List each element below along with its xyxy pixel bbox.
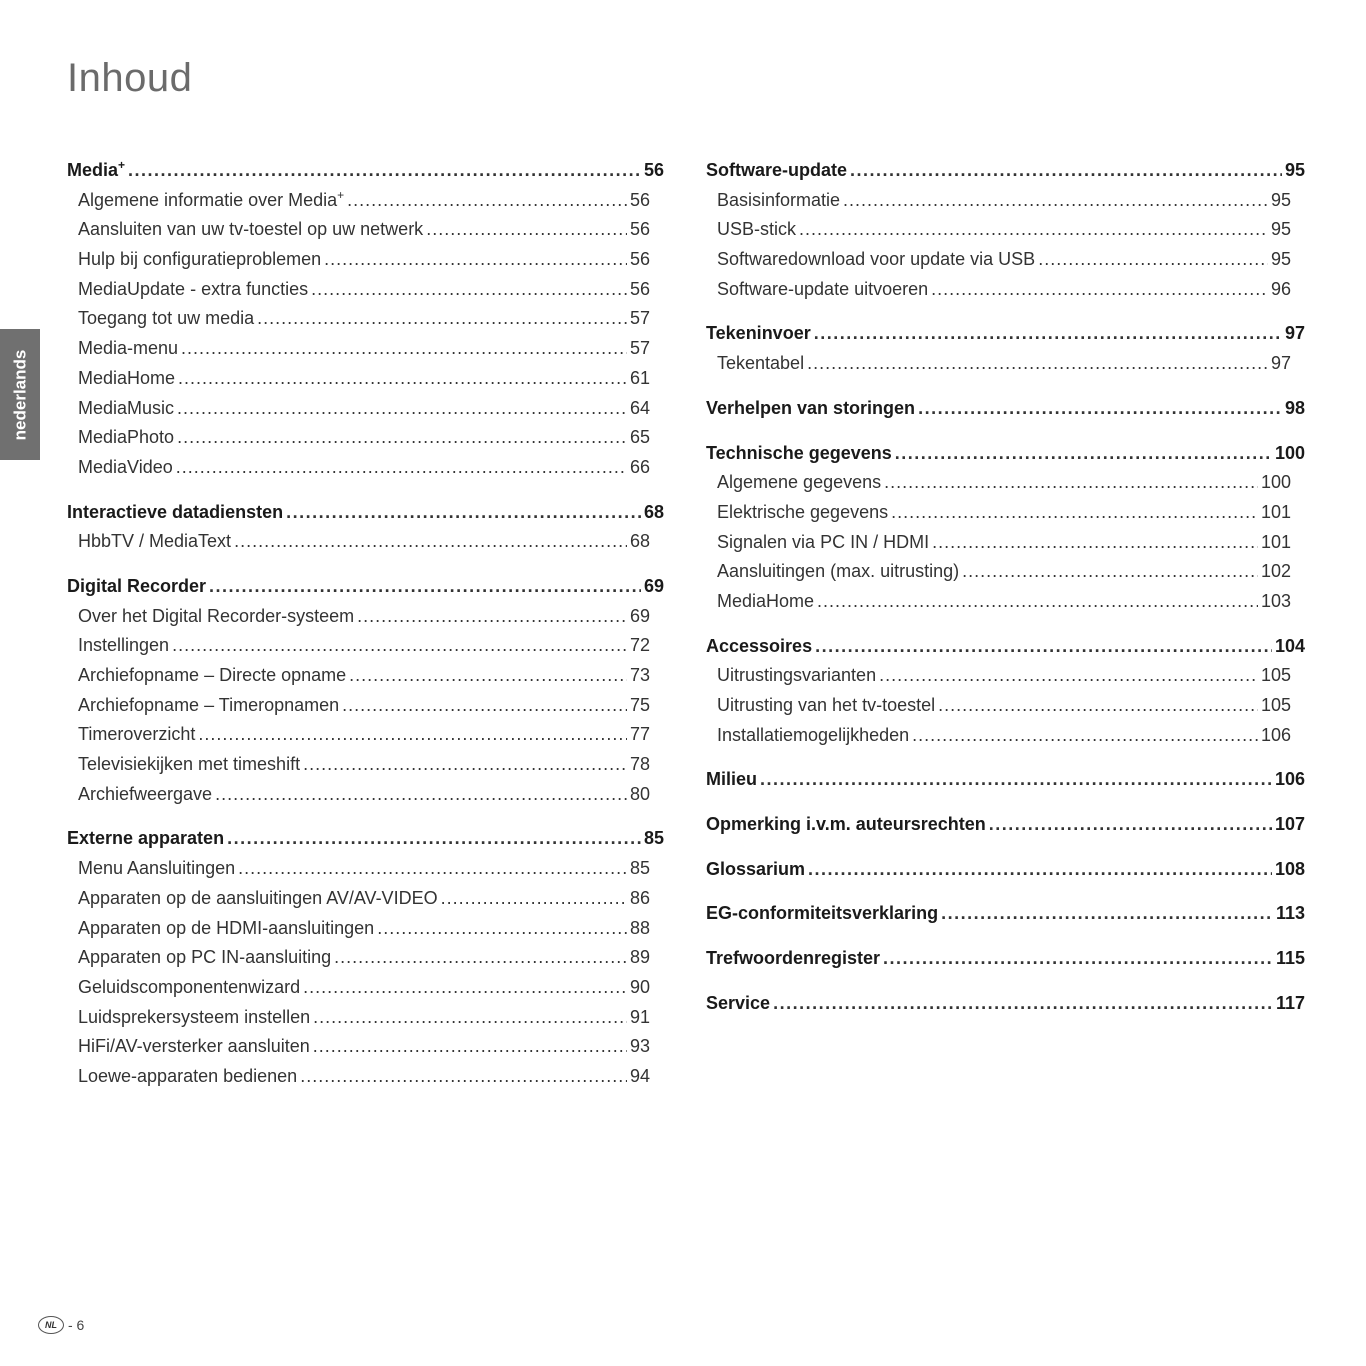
toc-entry-text: MediaHome: [717, 590, 815, 611]
toc-entry-page-number: 56: [629, 278, 650, 299]
toc-heading[interactable]: [706, 944, 1305, 974]
toc-heading-page-number: 69: [643, 575, 664, 596]
toc-heading-page-number: 113: [1275, 903, 1305, 924]
dot-leader: [238, 854, 627, 884]
toc-entry-page-number: 95: [1270, 189, 1291, 210]
toc-entry-text: Televisiekijken met timeshift: [78, 754, 301, 775]
toc-entry-text: MediaVideo: [78, 456, 173, 477]
dot-leader: [215, 780, 627, 810]
page-number: - 6: [68, 1317, 85, 1333]
toc-entry[interactable]: [67, 973, 664, 1003]
toc-entry[interactable]: [706, 691, 1305, 721]
toc-section: [706, 319, 1305, 378]
toc-entry[interactable]: [67, 1003, 664, 1033]
toc-heading-page-number: 107: [1274, 814, 1305, 835]
toc-heading-text: Media: [67, 160, 119, 180]
toc-entry-page-number: 64: [629, 397, 650, 418]
toc-entry-page-number: 106: [1260, 724, 1291, 745]
toc-entry-text: Geluidscomponentenwizard: [78, 976, 301, 997]
toc-entry-text: Menu Aansluitingen: [78, 858, 236, 879]
toc-section: [706, 156, 1305, 304]
toc-entry[interactable]: [67, 1032, 664, 1062]
toc-entry-page-number: 69: [629, 605, 650, 626]
toc-section: [706, 765, 1305, 795]
toc-heading-label: [67, 824, 224, 854]
toc-entry-label: [78, 423, 174, 453]
toc-heading[interactable]: [67, 572, 664, 602]
toc-entry-text: Uitrusting van het tv-toestel: [717, 695, 936, 715]
toc-heading-page-number: 115: [1275, 948, 1305, 969]
toc-left-column: [67, 156, 664, 1107]
dot-leader: [286, 498, 641, 528]
toc-entry-text: Algemene informatie over Media: [78, 189, 338, 210]
toc-entry-label: [717, 721, 909, 751]
toc-entry-label: [717, 557, 959, 587]
dot-leader: [883, 944, 1273, 974]
dot-leader: [342, 691, 627, 721]
toc-section: [706, 439, 1305, 617]
toc-entry[interactable]: [67, 304, 664, 334]
toc-entry-label: [78, 453, 173, 483]
toc-entry-label: [78, 215, 423, 245]
toc-heading-page-number: 106: [1274, 769, 1305, 790]
toc-entry-label: [78, 1062, 297, 1092]
toc-entry-text: Basisinformatie: [717, 189, 841, 210]
dot-leader: [313, 1032, 627, 1062]
dot-leader: [300, 1062, 627, 1092]
dot-leader: [814, 319, 1282, 349]
toc-entry-label: [717, 349, 804, 379]
toc-section: [706, 810, 1305, 840]
toc-entry[interactable]: [706, 275, 1305, 305]
toc-heading-text: Service: [706, 992, 771, 1013]
toc-entry[interactable]: [67, 527, 664, 557]
toc-section: [67, 572, 664, 810]
toc-entry-text: MediaPhoto: [78, 427, 175, 448]
toc-entry-label: [78, 661, 346, 691]
dot-leader: [931, 275, 1268, 305]
toc-entry[interactable]: [706, 349, 1305, 379]
toc-entry-label: [78, 691, 339, 721]
toc-entry-text: Apparaten op de aansluitingen AV/AV-VIDEO: [78, 887, 438, 908]
toc-entry-label: [78, 750, 300, 780]
toc-entry-page-number: 75: [629, 694, 650, 715]
dot-leader: [176, 453, 627, 483]
toc-entry-page-number: 91: [629, 1006, 650, 1027]
dot-leader: [891, 498, 1258, 528]
toc-entry-text: Loewe-apparaten bedienen: [78, 1065, 298, 1086]
dot-leader: [349, 661, 627, 691]
toc-entry-page-number: 90: [629, 976, 650, 997]
toc-entry[interactable]: [67, 884, 664, 914]
dot-leader: [895, 439, 1272, 469]
toc-heading-text: Opmerking i.v.m. auteursrechten: [706, 814, 986, 835]
toc-heading-page-number: 97: [1284, 323, 1305, 344]
dot-leader: [918, 394, 1282, 424]
toc-entry[interactable]: [706, 468, 1305, 498]
toc-entry-text: Instellingen: [78, 635, 170, 656]
toc-section: [706, 899, 1305, 929]
toc-heading-label: [706, 394, 915, 424]
toc-heading[interactable]: [706, 810, 1305, 840]
dot-leader: [989, 810, 1272, 840]
dot-leader: [938, 691, 1258, 721]
toc-entry-label: [717, 215, 796, 245]
toc-entry-label: [78, 943, 331, 973]
toc-heading-text: Tekeninvoer: [706, 323, 811, 344]
toc-entry-label: [78, 631, 169, 661]
dot-leader: [209, 572, 641, 602]
toc-entry-text: USB-stick: [717, 219, 797, 240]
toc-heading[interactable]: [706, 319, 1305, 349]
language-side-tab: [0, 329, 40, 460]
toc-entry[interactable]: [706, 587, 1305, 617]
toc-entry-page-number: 56: [629, 189, 650, 210]
toc-heading[interactable]: [67, 498, 664, 528]
toc-section: [67, 156, 664, 483]
toc-entry-label: [78, 1003, 310, 1033]
dot-leader: [1038, 245, 1268, 275]
toc-entry-text: Algemene gegevens: [717, 472, 882, 493]
toc-entry-text: Apparaten op PC IN-aansluiting: [78, 947, 332, 968]
toc-entry-page-number: 105: [1260, 695, 1291, 715]
toc-entry-text: Tekentabel: [717, 353, 805, 374]
toc-entry-page-number: 72: [629, 635, 650, 656]
dot-leader: [808, 855, 1272, 885]
toc-entry[interactable]: [706, 498, 1305, 528]
toc-entry-label: [717, 661, 876, 691]
toc-section: [706, 632, 1305, 751]
toc-entry-label: [78, 334, 178, 364]
toc-entry-page-number: 95: [1270, 219, 1291, 240]
toc-entry-text: Hulp bij configuratieproblemen: [78, 249, 322, 270]
toc-entry-page-number: 94: [629, 1065, 650, 1086]
toc-entry-text: Luidsprekersysteem instellen: [78, 1006, 311, 1027]
toc-heading-label: [706, 989, 770, 1019]
dot-leader: [303, 750, 627, 780]
dot-leader: [257, 304, 627, 334]
page-footer: [38, 1316, 84, 1334]
toc-heading-text: Interactieve datadiensten: [67, 501, 284, 522]
toc-section: [706, 944, 1305, 974]
toc-entry-text: MediaMusic: [78, 397, 175, 418]
toc-heading[interactable]: [706, 899, 1305, 929]
toc-entry-page-number: 95: [1270, 249, 1291, 270]
dot-leader: [884, 468, 1258, 498]
dot-leader: [843, 186, 1268, 216]
toc-heading[interactable]: [67, 156, 664, 186]
dot-leader: [334, 943, 627, 973]
toc-entry-page-number: 96: [1270, 278, 1291, 299]
toc-right-column: [706, 156, 1305, 1034]
toc-entry-page-number: 61: [629, 367, 650, 388]
toc-heading-label: [706, 156, 847, 186]
toc-entry[interactable]: [706, 528, 1305, 558]
toc-entry-label: [78, 854, 235, 884]
toc-entry-label: [717, 587, 814, 617]
toc-entry[interactable]: [67, 275, 664, 305]
toc-entry-page-number: 80: [629, 783, 650, 804]
toc-entry[interactable]: [706, 661, 1305, 691]
toc-entry-label: [717, 498, 888, 528]
toc-entry-page-number: 85: [629, 858, 650, 879]
nl-language-logo: NL: [38, 1316, 64, 1334]
toc-entry[interactable]: [706, 186, 1305, 216]
toc-heading-label: [706, 765, 757, 795]
toc-entry[interactable]: [67, 245, 664, 275]
dot-leader: [962, 557, 1258, 587]
dot-leader: [227, 824, 641, 854]
toc-heading[interactable]: [706, 156, 1305, 186]
toc-entry[interactable]: [67, 661, 664, 691]
toc-section: [67, 498, 664, 557]
toc-heading-text: Verhelpen van storingen: [706, 397, 916, 418]
toc-entry-page-number: 101: [1260, 531, 1291, 552]
toc-entry-label: [78, 245, 321, 275]
toc-entry-text: Archiefopname – Timeropnamen: [78, 694, 340, 715]
toc-entry-text: Uitrustingsvarianten: [717, 665, 877, 686]
toc-heading-text: Accessoires: [706, 635, 813, 656]
dot-leader: [177, 423, 627, 453]
toc-heading-page-number: 98: [1284, 397, 1305, 418]
toc-heading[interactable]: [706, 439, 1305, 469]
toc-entry-text: Elektrische gegevens: [717, 501, 889, 522]
toc-entry-label: [717, 691, 935, 721]
toc-entry-page-number: 86: [629, 887, 650, 908]
dot-leader: [234, 527, 627, 557]
toc-entry[interactable]: [67, 854, 664, 884]
toc-heading-text: Software-update: [706, 160, 848, 180]
language-tab-label: nederlands: [10, 349, 30, 440]
toc-entry-label: [78, 186, 344, 216]
dot-leader: [815, 632, 1272, 662]
toc-section: [706, 394, 1305, 424]
toc-entry-label: [717, 275, 928, 305]
toc-entry-page-number: 57: [629, 308, 650, 329]
toc-heading-label: [706, 319, 811, 349]
dot-leader: [799, 215, 1268, 245]
toc-entry-label: [78, 527, 231, 557]
toc-entry-label: [78, 1032, 310, 1062]
dot-leader: [313, 1003, 627, 1033]
toc-entry-label: [78, 275, 308, 305]
toc-entry[interactable]: [67, 780, 664, 810]
toc-entry[interactable]: [67, 943, 664, 973]
toc-entry-page-number: 93: [629, 1036, 650, 1057]
toc-entry[interactable]: [67, 334, 664, 364]
toc-section: [67, 824, 664, 1091]
toc-entry-label: [78, 914, 374, 944]
toc-entry[interactable]: [67, 1062, 664, 1092]
toc-entry-label: [78, 973, 300, 1003]
toc-entry-page-number: 77: [629, 724, 650, 745]
dot-leader: [817, 587, 1258, 617]
toc-entry-label: [78, 780, 212, 810]
toc-entry-text: Timeroverzicht: [78, 724, 196, 745]
toc-entry-label: [78, 602, 354, 632]
toc-heading-text: Milieu: [706, 769, 758, 790]
page-title: Inhoud: [67, 56, 193, 100]
toc-entry[interactable]: [67, 720, 664, 750]
toc-entry-page-number: 73: [629, 665, 650, 685]
toc-entry-text: Installatiemogelijkheden: [717, 724, 910, 745]
dot-leader: [941, 899, 1273, 929]
toc-entry-page-number: 89: [629, 947, 650, 968]
toc-heading-page-number: 85: [643, 828, 664, 849]
dot-leader: [879, 661, 1258, 691]
toc-heading-label: [67, 572, 206, 602]
dot-leader: [773, 989, 1273, 1019]
dot-leader: [181, 334, 627, 364]
toc-entry-page-number: 102: [1260, 561, 1291, 582]
toc-entry-page-number: 88: [629, 917, 650, 938]
dot-leader: [357, 602, 627, 632]
dot-leader: [128, 156, 641, 186]
toc-entry-page-number: 105: [1260, 665, 1291, 686]
toc-entry-text: Over het Digital Recorder-systeem: [78, 605, 355, 626]
toc-entry-label: [717, 468, 881, 498]
toc-entry-page-number: 101: [1260, 501, 1291, 522]
toc-heading-label: [706, 899, 938, 929]
toc-entry-text: Archiefweergave: [78, 783, 213, 804]
toc-entry[interactable]: [67, 364, 664, 394]
toc-heading-label: [706, 855, 805, 885]
toc-entry-page-number: 78: [629, 754, 650, 775]
toc-entry-text: Signalen via PC IN / HDMI: [717, 531, 930, 552]
dot-leader: [426, 215, 627, 245]
dot-leader: [311, 275, 627, 305]
toc-entry-text: HbbTV / MediaText: [78, 531, 232, 552]
toc-entry[interactable]: [67, 186, 664, 216]
toc-entry[interactable]: [67, 914, 664, 944]
toc-heading-text: Trefwoordenregister: [706, 948, 881, 969]
toc-heading[interactable]: [67, 824, 664, 854]
toc-entry-text: MediaUpdate - extra functies: [78, 278, 309, 299]
toc-heading-page-number: 108: [1274, 858, 1305, 879]
dot-leader: [912, 721, 1258, 751]
superscript-plus: +: [118, 158, 126, 172]
toc-heading-page-number: 104: [1274, 635, 1305, 656]
toc-heading-page-number: 117: [1275, 992, 1305, 1013]
toc-entry[interactable]: [67, 394, 664, 424]
toc-heading-text: Technische gegevens: [706, 442, 892, 463]
toc-heading[interactable]: [706, 989, 1305, 1019]
toc-entry-page-number: 68: [629, 531, 650, 552]
toc-entry-text: Apparaten op de HDMI-aansluitingen: [78, 917, 375, 938]
toc-entry-page-number: 56: [629, 219, 650, 240]
toc-entry-text: Archiefopname – Directe opname: [78, 665, 347, 685]
dot-leader: [807, 349, 1268, 379]
toc-heading-label: [706, 632, 812, 662]
dot-leader: [324, 245, 627, 275]
dot-leader: [177, 394, 627, 424]
dot-leader: [932, 528, 1258, 558]
toc-heading[interactable]: [706, 394, 1305, 424]
toc-heading-label: [67, 156, 125, 186]
toc-heading-text: EG-conformiteitsverklaring: [706, 903, 939, 924]
toc-entry[interactable]: [706, 721, 1305, 751]
toc-heading-text: Glossarium: [706, 858, 806, 879]
toc-entry-text: MediaHome: [78, 367, 176, 388]
toc-heading-page-number: 56: [643, 160, 664, 180]
toc-entry[interactable]: [67, 691, 664, 721]
toc-section: [706, 989, 1305, 1019]
dot-leader: [347, 186, 627, 216]
toc-entry-page-number: 103: [1260, 590, 1291, 611]
toc-entry-text: HiFi/AV-versterker aansluiten: [78, 1036, 310, 1057]
toc-heading[interactable]: [706, 765, 1305, 795]
toc-heading-page-number: 100: [1274, 442, 1305, 463]
toc-entry-text: Media-menu: [78, 338, 179, 359]
toc-entry-label: [78, 304, 254, 334]
toc-entry-text: Software-update uitvoeren: [717, 278, 929, 299]
toc-heading-label: [67, 498, 283, 528]
dot-leader: [172, 631, 627, 661]
toc-entry-label: [717, 528, 929, 558]
toc-heading-text: Digital Recorder: [67, 575, 207, 596]
toc-entry-page-number: 65: [629, 427, 650, 448]
dot-leader: [760, 765, 1272, 795]
toc-heading-label: [706, 944, 880, 974]
toc-entry-page-number: 97: [1270, 353, 1291, 374]
toc-entry-page-number: 100: [1260, 472, 1291, 493]
toc-entry-label: [78, 884, 438, 914]
toc-heading-label: [706, 439, 892, 469]
dot-leader: [377, 914, 627, 944]
toc-entry-page-number: 57: [629, 338, 650, 359]
toc-entry-label: [78, 720, 195, 750]
toc-entry[interactable]: [67, 750, 664, 780]
toc-section: [706, 855, 1305, 885]
toc-entry-label: [78, 364, 175, 394]
toc-entry[interactable]: [706, 557, 1305, 587]
toc-entry-text: Aansluiten van uw tv-toestel op uw netwerk: [78, 219, 424, 240]
toc-entry-label: [717, 245, 1035, 275]
dot-leader: [198, 720, 627, 750]
toc-entry-text: Aansluitingen (max. uitrusting): [717, 561, 960, 582]
toc-heading-page-number: 68: [643, 501, 664, 522]
toc-heading-page-number: 95: [1284, 160, 1305, 180]
toc-entry-text: Toegang tot uw media: [78, 308, 255, 329]
dot-leader: [303, 973, 627, 1003]
dot-leader: [441, 884, 627, 914]
toc-entry[interactable]: [706, 245, 1305, 275]
dot-leader: [850, 156, 1282, 186]
toc-entry-page-number: 66: [629, 456, 650, 477]
toc-heading-label: [706, 810, 986, 840]
toc-entry-text: Softwaredownload voor update via USB: [717, 249, 1036, 270]
toc-entry[interactable]: [67, 453, 664, 483]
toc-entry-label: [717, 186, 840, 216]
toc-entry[interactable]: [67, 631, 664, 661]
toc-entry-label: [78, 394, 174, 424]
toc-entry[interactable]: [67, 215, 664, 245]
superscript-plus: +: [337, 187, 345, 202]
toc-entry[interactable]: [67, 423, 664, 453]
toc-heading-text: Externe apparaten: [67, 828, 225, 849]
dot-leader: [178, 364, 627, 394]
toc-heading[interactable]: [706, 632, 1305, 662]
toc-entry-page-number: 56: [629, 249, 650, 270]
toc-entry[interactable]: [67, 602, 664, 632]
toc-heading[interactable]: [706, 855, 1305, 885]
toc-entry[interactable]: [706, 215, 1305, 245]
